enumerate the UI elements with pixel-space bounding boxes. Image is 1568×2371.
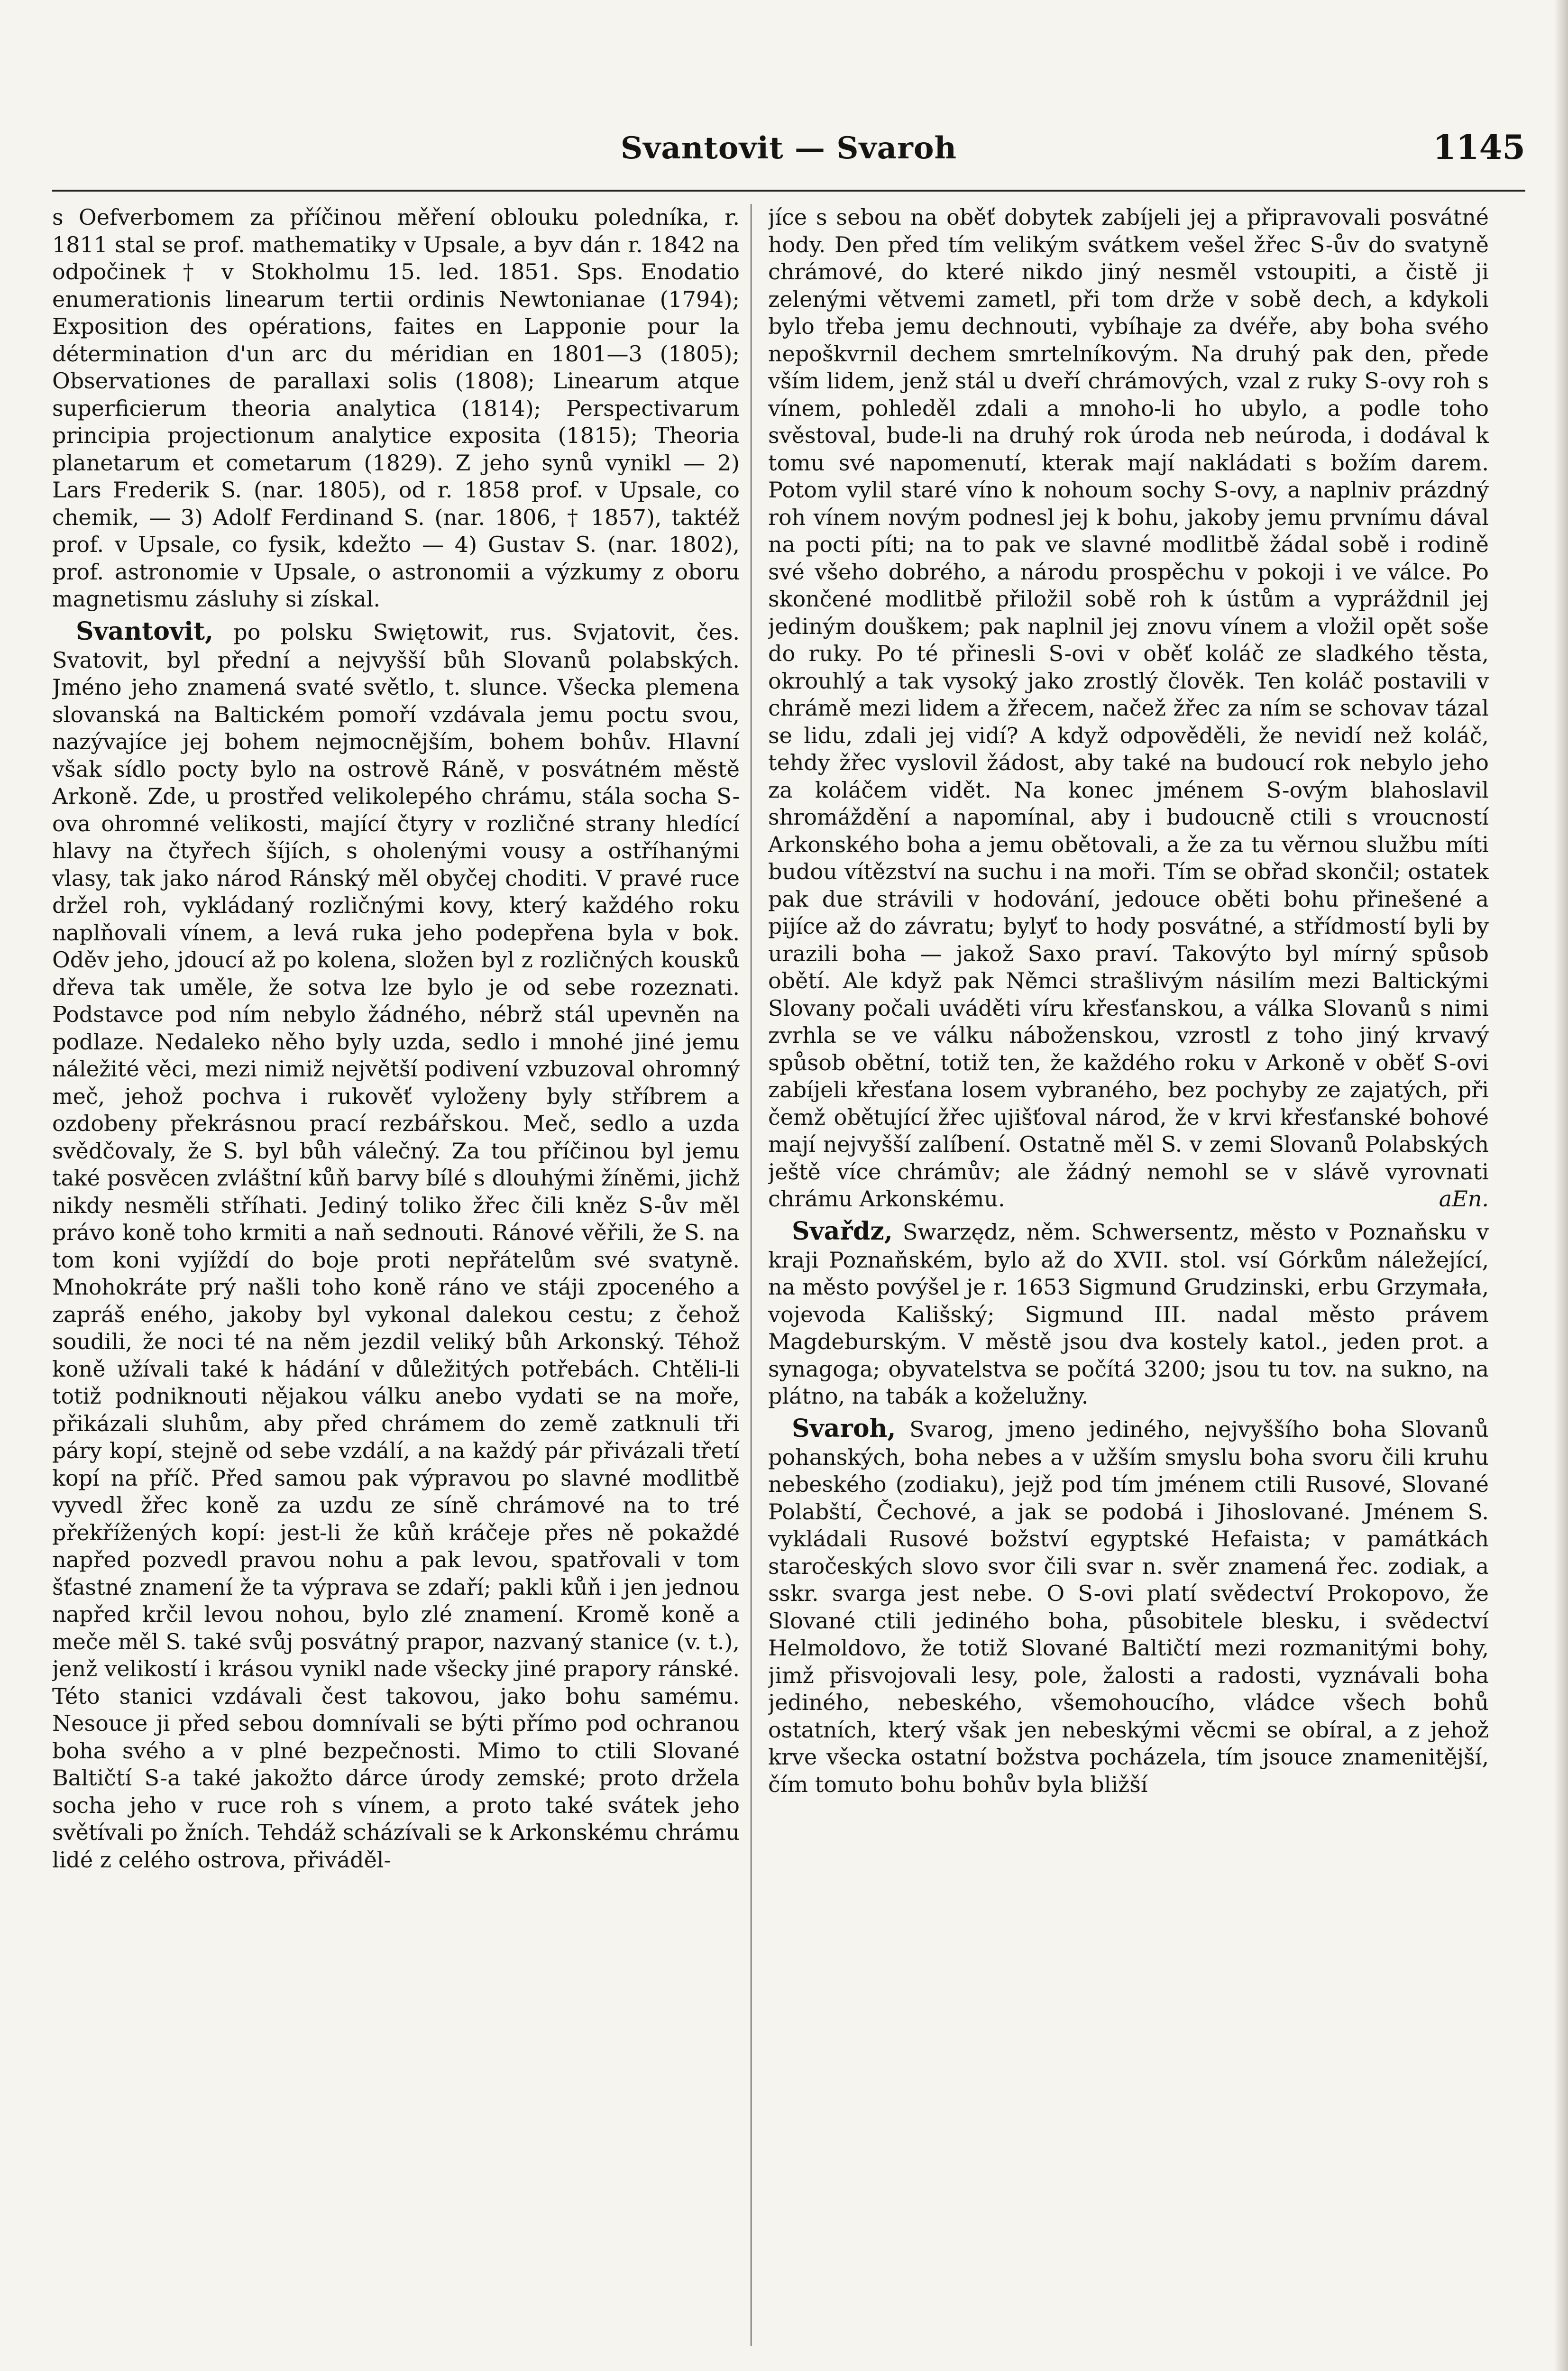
entry-body-svantovit: po polsku Swiętowit, rus. Svjatovit, čes. Svatovit, byl přední a nejvyšší bůh Slovanů polabských. Jméno jeho znamená svaté světlo, t. slunce. Všecka plemena slovanská na Baltickém pomoří vzdávala jemu poctu svou, nazývajíce jej bohem nejmocnějším, bohem bohův. Hlavní však sídlo pocty bylo na ostrově Ráně, v posvátném městě Arkoně. Zde, u prostřed velikolepého chrámu, stála socha S-ova ohromné velikosti, mající čtyry v rozličné strany hledící hlavy na čtyřech šíjích, s oholenými vousy a ostříhanými vlasy, tak jako národ Ránský měl obyčej choditi. V pravé ruce držel roh, vykládaný rozličnými kovy, který každého roku naplňovali vínem, a levá ruka jeho podepřena byla v bok. Oděv jeho, jdoucí až po kolena, složen byl z rozličných kousků dřeva tak uměle, že sotva lze bylo je od sebe rozeznati. Podstavce pod ním nebylo žádného, nébrž stál upevněn na podlaze. Nedaleko něho byly uzda, sedlo i mnohé jiné jemu náležité věci, mezi nimiž největší podivení vzbuzoval ohromný meč, jehož pochva i rukověť vyloženy byly stříbrem a ozdobeny překrásnou prací rezbářskou. Meč, sedlo a uzda svědčovaly, že S. byl bůh válečný. Za tou příčinou byl jemu také posvěcen zvláštní kůň barvy bílé s dlouhými žíněmi, jichž nikdy nesměli stříhati. Jediný toliko žřec čili kněz S-ův měl právo koně toho krmiti a naň sednouti. Ránové věřili, že S. na tom koni vyjíždí do boje proti nepřátelům své svatyně. Mnohokráte prý našli toho koně ráno ve stáji zpoceného a zapráš eného, jakoby byl vykonal dalekou cestu; z čehož soudili, že noci té na něm jezdil veliký bůh Arkonský. Téhož koně užívali také k hádání v důležitých potřebách. Chtěli-li totiž podniknouti nějakou válku anebo vydati se na moře, přikázali sluhům, aby před chrámem do země zatknuli tři páry kopí, stejně od sebe vzdálí, a na každý pár přivázali třetí kopí na příč. Před samou pak výpravou po slavné modlitbě vyvedl žřec koně za uzdu ze síně chrámové na to tré překřížených kopí: jest-li že kůň kráčeje přes ně pokaždé napřed pozvedl pravou nohu a pak levou, spatřovali v tom šťastné znamení že ta výprava se zdaří; pakli kůň i jen jednou napřed krčil levou nohou, bylo zlé znamení. Kromě koně a meče měl S. také svůj posvátný prapor, nazvaný stanice (v. t.), jenž velikostí i krásou vynikl nade všecky jiné prapory ránské. Této stanici vzdávali čest takovou, jako bohu samému. Nesouce ji před sebou domnívali se býti přímo pod ochranou boha svého a v plné bezpečnosti. Mimo to ctili Slované Baltičtí S-a také jakožto dárce úrody zemské; proto držela socha jeho v ruce roh s vínem, a proto také svátek jeho světívali po žních. Tehdáž scházívali se k Arkonskému chrámu lidé z celého ostrova, přiváděl- (52, 619, 740, 1873)
entry-heading-svarcdz: Svařdz, (792, 1216, 893, 1246)
column-divider (751, 204, 752, 2346)
entry-heading-svaroh: Svaroh, (792, 1414, 896, 1443)
right-column (768, 204, 1489, 2346)
entry-svaroh (768, 1413, 1489, 1799)
author-signature: aEn. (1439, 1186, 1489, 1212)
header-rule (52, 190, 1525, 192)
entry-body-svarcdz: Swarzędz, něm. Schwersentz, město v Poznaňsku v kraji Poznaňském, bylo až do XVII. stol. vsí Górkům náležející, na město povýšel je r. 1653 Sigmund Grudzinski, erbu Grzymała, vojevoda Kališský; Sigmund III. nadal město právem Magdeburským. V městě jsou dva kostely katol., jeden prot. a synagoga; obyvatelstva se počítá 3200; jsou tu tov. na sukno, na plátno, na tabák a koželužny. (768, 1219, 1489, 1409)
entry-heading-svantovit: Svantovit, (76, 616, 214, 646)
page-edge (1554, 0, 1568, 2371)
entry-body-svantovit-cont: jíce s sebou na oběť dobytek zabíjeli jej a připravovali posvátné hody. Den před tím velikým svátkem vešel žřec S-ův do svatyně chrámové, do které nikdo jiný nesměl vstoupiti, a čistě ji zelenými větvemi zametl, při tom drže v sobě dech, a kdykoli bylo třeba jemu dechnouti, vybíhaje za dvéře, aby boha svého nepoškvrnil dechem smrtelníkovým. Na druhý pak den, přede vším lidem, jenž stál u dveří chrámových, vzal z ruky S-ovy roh s vínem, pohleděl zdali a mnoho-li ho ubylo, a podle toho svěstoval, bude-li na druhý rok úroda neb neúroda, i dodával k tomu své napomenutí, kterak mají nakládati s božím darem. Potom vylil staré víno k nohoum sochy S-ovy, a naplniv prázdný roh vínem novým podnesl jej k bohu, jakoby jemu prvnímu dával na pocti píti; na to pak ve slavné modlitbě žádal sobě i rodině své všeho dobrého, a národu prospěchu v pokoji i ve válce. Po skončené modlitbě přiložil sobě roh k ústům a vypráždnil jej jediným douškem; pak naplnil jej znovu vínem a vložil opět soše do ruky. Po té přinesli S-ovi v oběť koláč ze sladkého těsta, okrouhlý a tak vysoký jako zrostlý člověk. Ten koláč postavili v chrámě mezi lidem a žřecem, načež žřec za ním se schovav tázal se lidu, zdali jej vidí? A když odpověděli, že nevidí než koláč, tehdy žřec vyslovil žádost, aby také na budoucí rok nebylo jeho za koláčem vidět. Na konec jménem S-ovým blahoslavil shromáždění a napomínal, aby i budoucně ctili s vroucností Arkonského boha a jemu obětovali, a že za tu věrnou službu míti budou vítězství na suchu i na moři. Tím se obřad skončil; ostatek pak due strávili v hodování, jedouce oběti bohu přinešené a pijíce až do závratu; bylyť to hody posvátné, a střídmostí byli by urazili boha — jakož Saxo praví. Takovýto byl mírný spůsob obětí. Ale když pak Němci strašlivým násilím mezi Baltickými Slovany počali uváděti víru křesťanskou, a válka Slovanů s nimi zvrhla se ve válku náboženskou, vzrostl z toho jiný krvavý spůsob obětní, totiž ten, že každého roku v Arkoně v oběť S-ovi zabíjeli křesťana losem vybraného, bez pochyby ze zajatých, při čemž obětující žřec ujišťoval národ, že v krvi křesťanské bohové mají nejvyšší zalíbení. Ostatně měl S. v zemi Slovanů Polabských ještě více chrámův; ale žádný nemohl se v slávě vyrovnati chrámu Arkonskému. (768, 204, 1489, 1212)
left-column (52, 204, 740, 2346)
entry-svantovit (52, 616, 740, 1874)
entry-continuation: s Oefverbomem za příčinou měření oblouku poledníka, r. 1811 stal se prof. mathematiky v Upsale, a byv dán r. 1842 na odpočinek † v Stokholmu 15. led. 1851. Sps. Enodatio enumerationis linearum tertii ordinis Newtonianae (1794); Exposition des opérations, faites en Lapponie pour la détermination d'un arc du méridian en 1801—3 (1805); Observationes de parallaxi solis (1808); Linearum atque superficierum theoria analytica (1814); Perspectivarum principia projectionum analytice exposita (1815); Theoria planetarum et cometarum (1829). Z jeho synů vynikl — 2) Lars Frederik S. (nar. 1805), od r. 1858 prof. v Upsale, co chemik, — 3) Adolf Ferdinand S. (nar. 1806, † 1857), taktéž prof. v Upsale, co fysik, kdežto — 4) Gustav S. (nar. 1802), prof. astronomie v Upsale, o astronomii a výzkumy z oboru magnetismu zásluhy si získal. (52, 204, 740, 612)
entry-body-svaroh: Svarog, jmeno jediného, nejvyššího boha Slovanů pohanských, boha nebes a v užším smyslu boha svoru čili kruhu nebeského (zodiaku), jejž pod tím jménem ctili Rusové, Slované Polabští, Čechové, a jak se podobá i Jihoslované. Jménem S. vykládali Rusové božství egyptské Hefaista; v památkách staročeských slovo svor čili svar n. svěr znamená řec. zodiak, a sskr. svarga jest nebe. O S-ovi platí svědectví Prokopovo, že Slované ctili jediného boha, působitele blesku, i svědectví Helmoldovo, že totiž Slované Baltičtí mezi rozmanitými bohy, jimž přisvojovali lesy, pole, žalosti a radosti, vyznávali boha jediného, nebeského, všemohoucího, vládce všech bohů ostatních, který však jen nebeskými věcmi se obíral, a z jehož krve všecka ostatní božstva pocházela, tím jsouce znamenitější, čím tomuto bohu bohův byla bližší (768, 1416, 1489, 1797)
entry-continuation-right (768, 204, 1489, 1213)
page-header (52, 121, 1525, 183)
page-number: 1145 (1433, 128, 1525, 167)
entry-svarcdz (768, 1216, 1489, 1410)
running-head: Svantovit — Svaroh (620, 130, 957, 166)
